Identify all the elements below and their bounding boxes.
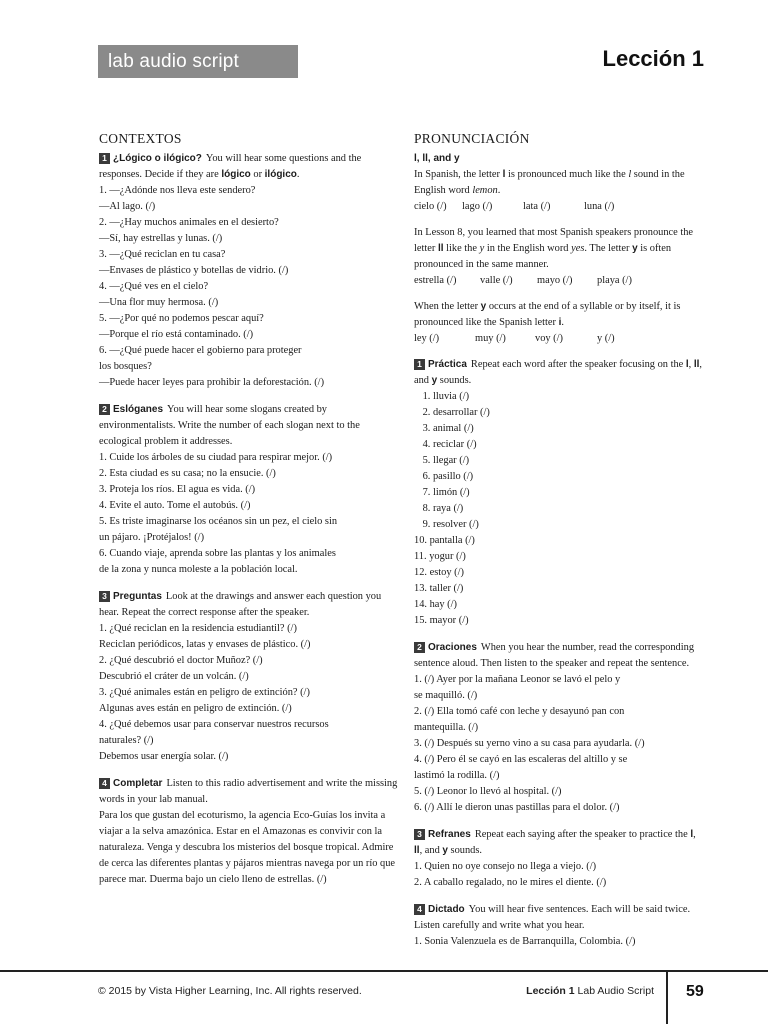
- script-line: 6. —¿Qué puede hacer el gobierno para proteger: [99, 345, 302, 356]
- letter: l: [685, 359, 689, 370]
- text: is pronounced much like the: [505, 169, 629, 180]
- text: like the: [443, 243, 480, 254]
- lab-audio-script-badge: lab audio script: [98, 45, 298, 78]
- script-line: 4. Evite el auto. Tome el autobús. (/): [99, 500, 251, 511]
- script-line: 5. (/) Leonor lo llevó al hospital. (/): [414, 786, 562, 797]
- script-line: 3. ¿Qué animales están en peligro de extinción? (/): [99, 687, 310, 698]
- intro-bold: lógico: [221, 169, 251, 180]
- list-item: 12. estoy (/): [414, 567, 464, 578]
- script-line: 3. Proteja los ríos. El agua es vida. (/): [99, 484, 256, 495]
- script-line: 1. Quien no oye consejo no llega a viejo. (/): [414, 861, 597, 872]
- exercise-completar: [99, 776, 399, 888]
- exercise-number: 4: [414, 904, 425, 915]
- list-item: 2. desarrollar (/): [420, 407, 490, 418]
- exercise-dictado: [414, 902, 704, 950]
- footer-divider: [0, 970, 768, 972]
- letter: l: [502, 169, 506, 180]
- script-line: 2. —¿Hay muchos animales en el desierto?: [99, 217, 279, 228]
- exercise-title: ¿Lógico o ilógico?: [113, 153, 202, 164]
- word: mayo (/): [537, 275, 573, 286]
- list-item: 6. pasillo (/): [420, 471, 474, 482]
- exercise-number: 1: [99, 153, 110, 164]
- example-word: yes: [571, 243, 585, 254]
- exercise-esloganes: [99, 402, 399, 578]
- script-line: 5. —¿Por qué no podemos pescar aquí?: [99, 313, 264, 324]
- script-line: 3. (/) Después su yerno vino a su casa para ayudarla. (/): [414, 738, 645, 749]
- exercise-intro: [99, 151, 399, 183]
- script-line: 2. ¿Qué descubrió el doctor Muñoz? (/): [99, 655, 263, 666]
- letter: l: [628, 169, 632, 180]
- text: , and: [419, 845, 443, 856]
- script-line: —Envases de plástico y botellas de vidrio. (/): [99, 265, 289, 276]
- script-line: 4. (/) Pero él se cayó en las escaleras del altillo y se: [414, 754, 628, 765]
- list-item: 10. pantalla (/): [414, 535, 475, 546]
- text: , and: [414, 359, 703, 386]
- pronunciation-subhead: [414, 151, 704, 167]
- exercise-intro: [414, 902, 704, 934]
- intro-text: You will hear some slogans created by environmentalists. Write the number of each slogan next to the ecological problem it addresses.: [99, 404, 360, 447]
- word-row: [414, 331, 704, 347]
- script-line: —Una flor muy hermosa. (/): [99, 297, 219, 308]
- exercise-oraciones: [414, 640, 704, 816]
- letter: i: [558, 317, 562, 328]
- script-line: Descubrió el cráter de un volcán. (/): [99, 671, 249, 682]
- script-line: 6. Cuando viaje, aprenda sobre las plantas y los animales: [99, 548, 336, 559]
- word: lata (/): [523, 201, 551, 212]
- list-item: 9. resolver (/): [420, 519, 479, 530]
- intro-text: You will hear some questions and the responses. Decide if they are: [99, 153, 362, 180]
- word: playa (/): [597, 275, 632, 286]
- word: lago (/): [462, 201, 493, 212]
- script-line: mantequilla. (/): [414, 722, 479, 733]
- list-item: 13. taller (/): [414, 583, 464, 594]
- exercise-title: Oraciones: [428, 642, 477, 653]
- list-item: 11. yogur (/): [414, 551, 466, 562]
- exercise-title: Refranes: [428, 829, 471, 840]
- list-item: 7. limón (/): [420, 487, 470, 498]
- script-line: Reciclan periódicos, latas y envases de plástico. (/): [99, 639, 311, 650]
- letter: ll: [414, 845, 420, 856]
- word: voy (/): [535, 333, 563, 344]
- list-item: 15. mayor (/): [414, 615, 469, 626]
- script-line: 1. (/) Ayer por la mañana Leonor se lavó el pelo y: [414, 674, 621, 685]
- exercise-intro: [99, 402, 399, 450]
- intro-text: When you hear the number, read the corresponding sentence aloud. Then listen to the speaker and repeat the sentence.: [414, 642, 695, 669]
- script-line: de la zona y nunca moleste a la población local.: [99, 564, 298, 575]
- intro-text: Repeat each saying after the speaker to practice the: [474, 829, 691, 840]
- word: luna (/): [584, 201, 615, 212]
- letter: ll: [693, 359, 700, 370]
- exercise-number: 2: [414, 642, 425, 653]
- script-line: un pájaro. ¡Protéjalos! (/): [99, 532, 205, 543]
- script-line: 4. ¿Qué debemos usar para conservar nuestros recursos: [99, 719, 329, 730]
- letter: y: [479, 243, 485, 254]
- right-column: [414, 130, 704, 961]
- section-title-contextos: CONTEXTOS: [99, 131, 182, 146]
- exercise-title: Práctica: [428, 359, 467, 370]
- letter: y: [632, 243, 638, 254]
- exercise-number: 1: [414, 359, 425, 370]
- footer-lesson-bold: Lección 1: [526, 985, 575, 997]
- exercise-title: Completar: [113, 778, 163, 789]
- script-line: los bosques?: [99, 361, 152, 372]
- word-row: [414, 273, 704, 289]
- word: valle (/): [480, 275, 513, 286]
- exercise-number: 3: [414, 829, 425, 840]
- exercise-title: Eslóganes: [113, 404, 164, 415]
- script-line: lastimó la rodilla. (/): [414, 770, 500, 781]
- intro-bold: ilógico: [264, 169, 297, 180]
- advertisement-paragraph: Para los que gustan del ecoturismo, la agencia Eco-Guías los invita a viajar a la selva amazónica. Estar en el Amazonas es convivir con la naturaleza. Venga y descubra los misterios del bosque tropical. Admire de cerca las diferentes plantas y pájaros mientras navega por un río que parece mar. Duerma bajo un cielo lleno de estrellas. (/): [99, 810, 396, 885]
- letter: l: [690, 829, 694, 840]
- intro-text: or: [250, 169, 265, 180]
- page-number: 59: [686, 983, 704, 1000]
- script-line: naturales? (/): [99, 735, 154, 746]
- script-line: 2. A caballo regalado, no le mires el diente. (/): [414, 877, 607, 888]
- list-item: 3. animal (/): [420, 423, 474, 434]
- letter: y: [480, 301, 487, 312]
- word: ley (/): [414, 333, 440, 344]
- pronunciation-paragraph-ll: [414, 225, 704, 273]
- text: sounds.: [447, 845, 482, 856]
- word: cielo (/): [414, 201, 447, 212]
- pronunciation-paragraph-l: [414, 167, 704, 199]
- letter: y: [431, 375, 438, 386]
- intro-text: Repeat each word after the speaker focusing on the: [470, 359, 686, 370]
- section-title-pronunciacion: PRONUNCIACIÓN: [414, 131, 530, 146]
- text: In Spanish, the letter: [414, 169, 503, 180]
- word: muy (/): [475, 333, 506, 344]
- script-line: 1. Sonia Valenzuela es de Barranquilla, Colombia. (/): [414, 936, 636, 947]
- intro-text: Listen to this radio advertisement and write the missing words in your lab manual.: [99, 778, 398, 805]
- text: in the English word: [484, 243, 572, 254]
- lesson-title: Lección 1: [602, 46, 704, 71]
- word: estrella (/): [414, 275, 457, 286]
- exercise-intro: [99, 776, 399, 808]
- text: sounds.: [437, 375, 472, 386]
- text: sound in the English word: [414, 169, 685, 196]
- letter-y: y: [454, 153, 460, 164]
- text: is often pronounced in the same manner.: [414, 243, 672, 270]
- exercise-intro: [414, 357, 704, 389]
- script-line: 3. —¿Qué reciclan en tu casa?: [99, 249, 226, 260]
- script-line: 1. Cuide los árboles de su ciudad para respirar mejor. (/): [99, 452, 333, 463]
- separator: ,: [416, 153, 423, 164]
- example-word: lemon: [472, 185, 498, 196]
- exercise-intro: [414, 640, 704, 672]
- script-line: 4. —¿Qué ves en el cielo?: [99, 281, 209, 292]
- text: ,: [693, 829, 696, 840]
- intro-text: You will hear five sentences. Each will be said twice. Listen carefully and write what you hear.: [414, 904, 691, 931]
- exercise-number: 2: [99, 404, 110, 415]
- list-item: 5. llegar (/): [420, 455, 470, 466]
- exercise-practica: [414, 357, 704, 629]
- text: In Lesson 8, you learned that most Spanish speakers pronounce the letter: [414, 227, 694, 254]
- text: . The letter: [584, 243, 633, 254]
- exercise-number: 4: [99, 778, 110, 789]
- script-line: 6. (/) Allí le dieron unas pastillas para el dolor. (/): [414, 802, 620, 813]
- text: When the letter: [414, 301, 481, 312]
- list-item: 14. hay (/): [414, 599, 457, 610]
- list-item: 8. raya (/): [420, 503, 464, 514]
- script-line: 2. Esta ciudad es su casa; no la ensucie. (/): [99, 468, 276, 479]
- intro-text: Look at the drawings and answer each question you hear. Repeat the correct response after the speaker.: [99, 591, 382, 618]
- list-item: 1. lluvia (/): [420, 391, 470, 402]
- letter: ll: [437, 243, 444, 254]
- script-line: se maquilló. (/): [414, 690, 478, 701]
- footer-lesson-label: [526, 985, 654, 997]
- script-line: —Puede hacer leyes para prohibir la deforestación. (/): [99, 377, 325, 388]
- exercise-intro: [99, 589, 399, 621]
- script-line: —Sí, hay estrellas y lunas. (/): [99, 233, 223, 244]
- footer-lesson-rest: Lab Audio Script: [574, 985, 654, 997]
- text: ,: [688, 359, 694, 370]
- letter: y: [442, 845, 448, 856]
- text: .: [497, 185, 501, 196]
- exercise-logico: [99, 151, 399, 391]
- script-line: —Al lago. (/): [99, 201, 156, 212]
- letter-l: l: [414, 153, 417, 164]
- script-line: 5. Es triste imaginarse los océanos sin un pez, el cielo sin: [99, 516, 338, 527]
- exercise-title: Dictado: [428, 904, 465, 915]
- exercise-preguntas: [99, 589, 399, 765]
- exercise-title: Preguntas: [113, 591, 162, 602]
- separator: , and: [427, 153, 455, 164]
- script-line: Algunas aves están en peligro de extinción. (/): [99, 703, 292, 714]
- word: y (/): [597, 333, 615, 344]
- script-line: 2. (/) Ella tomó café con leche y desayunó pan con: [414, 706, 625, 717]
- pronunciation-paragraph-y: [414, 299, 704, 331]
- exercise-intro: [414, 827, 704, 859]
- exercise-refranes: [414, 827, 704, 891]
- footer-vertical-divider: [666, 971, 668, 1024]
- word-row: [414, 199, 704, 215]
- text: occurs at the end of a syllable or by itself, it is pronounced like the Spanish letter: [414, 301, 681, 328]
- list-item: 4. reciclar (/): [420, 439, 477, 450]
- script-line: Debemos usar energía solar. (/): [99, 751, 229, 762]
- left-column: [99, 130, 399, 899]
- letter-ll: ll: [422, 153, 428, 164]
- text: .: [561, 317, 564, 328]
- script-line: 1. —¿Adónde nos lleva este sendero?: [99, 185, 256, 196]
- exercise-number: 3: [99, 591, 110, 602]
- script-line: —Porque el río está contaminado. (/): [99, 329, 254, 340]
- intro-text: .: [296, 169, 300, 180]
- copyright-notice: © 2015 by Vista Higher Learning, Inc. All rights reserved.: [98, 985, 362, 997]
- script-line: 1. ¿Qué reciclan en la residencia estudiantil? (/): [99, 623, 297, 634]
